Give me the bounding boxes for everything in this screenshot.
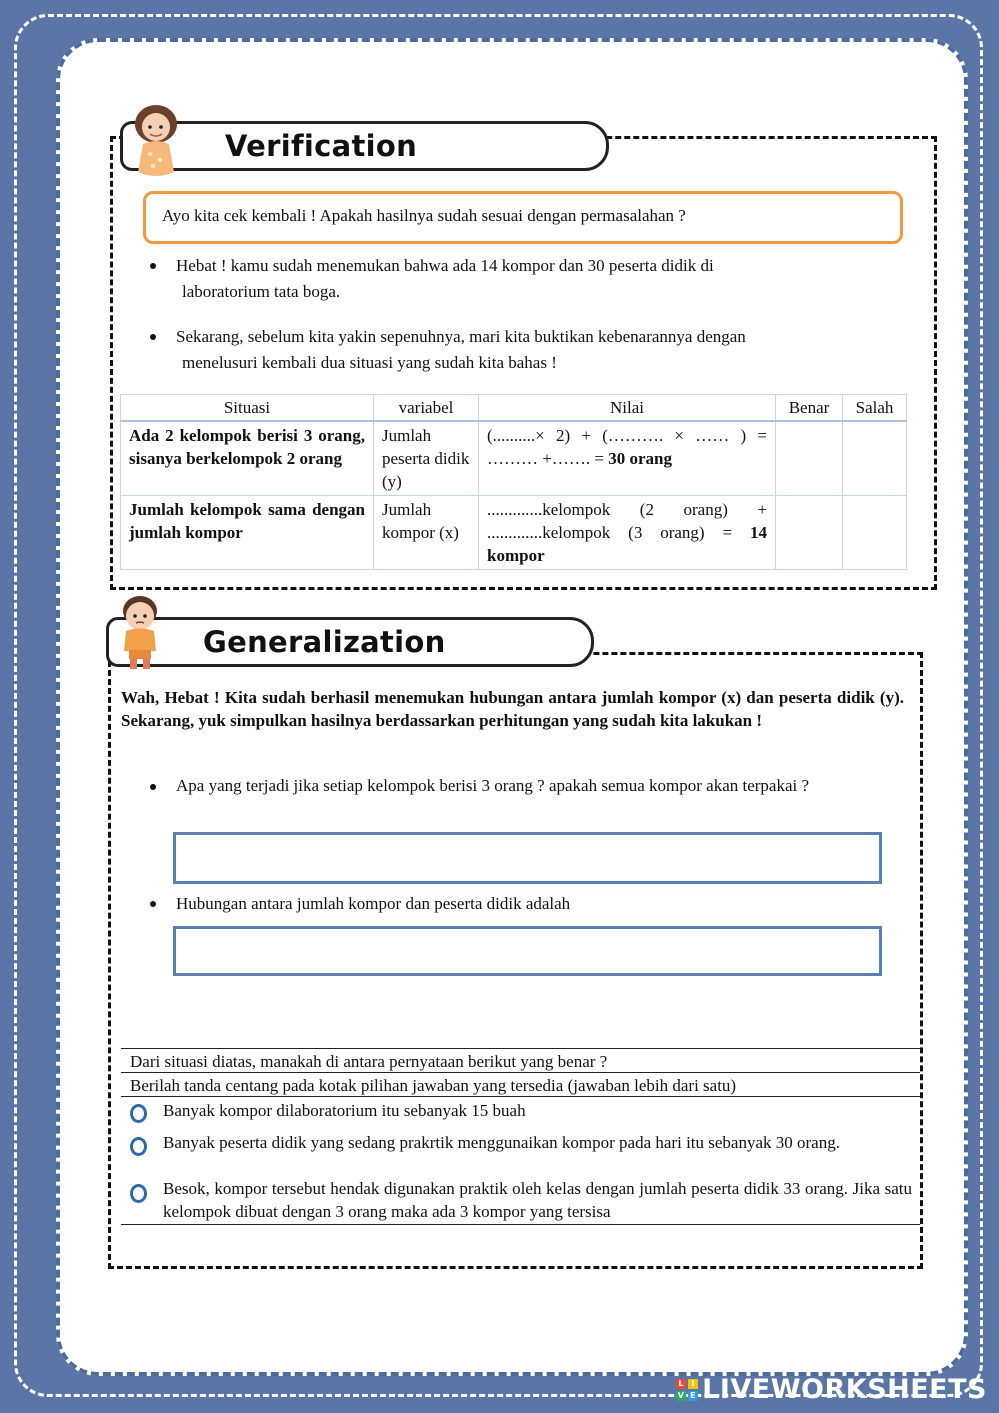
- variabel-cell: Jumlah kompor (x): [374, 496, 479, 570]
- option-circle-icon[interactable]: [130, 1184, 147, 1203]
- option-circle-icon[interactable]: [130, 1104, 147, 1123]
- generalization-question-1: [150, 774, 905, 797]
- nilai-result: 14 kompor: [487, 523, 767, 565]
- bullet-text: Sekarang, sebelum kita yakin sepenuhnya, mari kita buktikan kebenarannya dengan: [176, 327, 746, 346]
- mc-option-3: [121, 1177, 920, 1225]
- verification-table: [120, 394, 907, 570]
- verification-bullet-1: [150, 253, 900, 305]
- logo-letter: I: [688, 1379, 698, 1389]
- logo-letter: L: [676, 1379, 686, 1389]
- benar-cell[interactable]: [776, 421, 843, 496]
- mc-instruction-text: Berilah tanda centang pada kotak pilihan jawaban yang tersedia (jawaban lebih dari satu): [130, 1076, 737, 1095]
- generalization-title: Generalization: [203, 625, 446, 659]
- question-text: Hubungan antara jumlah kompor dan peserta didik adalah: [176, 894, 571, 913]
- boy-mascot-icon: [112, 593, 168, 671]
- nilai-expression: (..........× 2) + (………. × …… ) = ……… +……. =: [487, 426, 767, 468]
- liveworksheets-logo-icon: [676, 1379, 698, 1401]
- verification-title-tab: [120, 121, 609, 171]
- question-text: Apa yang terjadi jika setiap kelompok berisi 3 orang ? apakah semua kompor akan terpakai ?: [176, 776, 810, 795]
- header-nilai: Nilai: [479, 395, 776, 422]
- brand-name: LIVEWORKSHEETS: [702, 1374, 987, 1405]
- salah-cell[interactable]: [843, 496, 907, 570]
- bullet-text: Hebat ! kamu sudah menemukan bahwa ada 14 kompor dan 30 peserta didik di: [176, 256, 714, 275]
- generalization-question-2: [150, 891, 905, 917]
- bullet-dot-icon: [150, 334, 156, 340]
- header-situasi: Situasi: [121, 395, 374, 422]
- option-text: Banyak kompor dilaboratorium itu sebanyak 15 buah: [163, 1101, 526, 1120]
- mc-instruction: [121, 1072, 920, 1096]
- mc-option-1: [121, 1096, 920, 1130]
- generalization-title-tab: [106, 617, 594, 667]
- table-row: [121, 421, 907, 496]
- multiple-choice-section: [121, 1048, 920, 1225]
- variabel-cell: Jumlah peserta didik (y): [374, 421, 479, 496]
- bullet-dot-icon: [150, 263, 156, 269]
- answer-box-2[interactable]: [173, 926, 882, 976]
- nilai-cell: [479, 421, 776, 496]
- bullet-text: menelusuri kembali dua situasi yang sudah kita bahas !: [182, 353, 557, 372]
- mc-question-text: Dari situasi diatas, manakah di antara pernyataan berikut yang benar ?: [130, 1052, 608, 1071]
- nilai-expression: .............kelompok (2 orang) + .............kelompok (3 orang) =: [487, 500, 767, 542]
- logo-letter: V: [677, 1390, 685, 1400]
- header-salah: Salah: [843, 395, 907, 422]
- option-circle-icon[interactable]: [130, 1137, 147, 1156]
- situasi-cell: Jumlah kelompok sama dengan jumlah kompor: [121, 496, 374, 570]
- bullet-text: laboratorium tata boga.: [182, 282, 341, 301]
- situasi-cell: Ada 2 kelompok berisi 3 orang, sisanya berkelompok 2 orang: [121, 421, 374, 496]
- girl-mascot-icon: [128, 102, 184, 178]
- verification-title: Verification: [225, 129, 418, 163]
- benar-cell[interactable]: [776, 496, 843, 570]
- bullet-dot-icon: [150, 901, 156, 907]
- liveworksheets-brand: [676, 1374, 987, 1405]
- mc-option-2: [121, 1130, 920, 1177]
- header-benar: Benar: [776, 395, 843, 422]
- nilai-cell: [479, 496, 776, 570]
- option-text: Banyak peserta didik yang sedang prakrtik menggunaikan kompor pada hari itu sebanyak 30 orang.: [163, 1133, 840, 1152]
- mc-question: [121, 1048, 920, 1072]
- answer-box-1[interactable]: [173, 832, 882, 884]
- logo-letter: E: [688, 1391, 698, 1401]
- table-header-row: [121, 395, 907, 422]
- verification-bullet-2: [150, 324, 900, 376]
- bullet-dot-icon: [150, 784, 156, 790]
- table-row: [121, 496, 907, 570]
- header-variabel: variabel: [374, 395, 479, 422]
- verification-prompt: Ayo kita cek kembali ! Apakah hasilnya sudah sesuai dengan permasalahan ?: [143, 191, 903, 244]
- nilai-result: 30 orang: [608, 449, 672, 468]
- salah-cell[interactable]: [843, 421, 907, 496]
- generalization-intro: Wah, Hebat ! Kita sudah berhasil menemukan hubungan antara jumlah kompor (x) dan peserta didik (y). Sekarang, yuk simpulkan hasilnya berdassarkan perhitungan yang sudah kita lakukan !: [121, 688, 904, 730]
- option-text: Besok, kompor tersebut hendak digunakan praktik oleh kelas dengan jumlah peserta didik 33 orang. Jika satu kelompok dibuat dengan 3 orang maka ada 3 kompor yang tersisa: [163, 1179, 912, 1221]
